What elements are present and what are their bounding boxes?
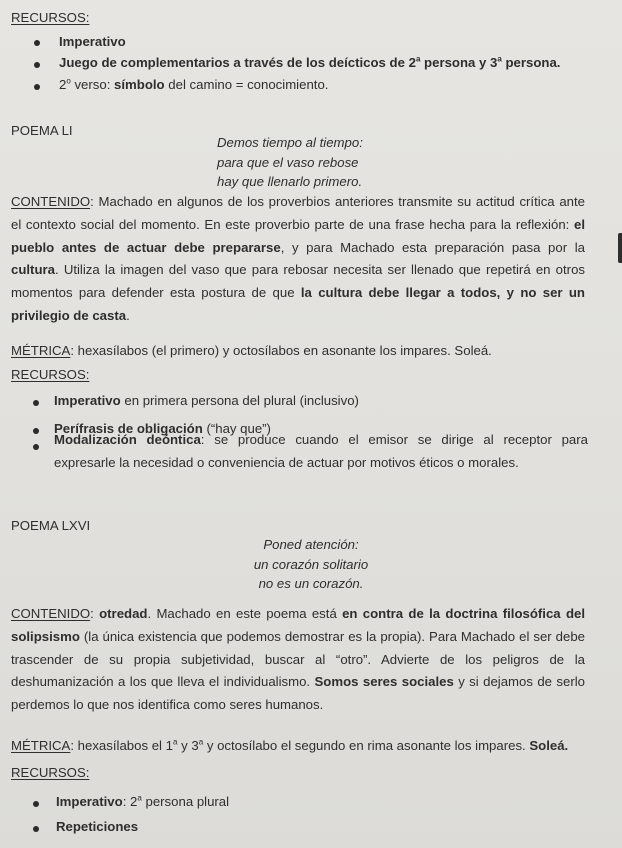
poem-verses (217, 133, 363, 192)
bullet (34, 62, 40, 68)
recursos-heading: RECURSOS: (11, 10, 90, 25)
poem-title: POEMA LI (11, 123, 73, 138)
bullet (33, 428, 39, 434)
bullet (33, 400, 39, 406)
bullet (34, 84, 40, 90)
poem-verse: hay que llenarlo primero. (217, 174, 363, 189)
poem-title: POEMA LXVI (11, 518, 91, 533)
list-item: Imperativo (59, 34, 126, 49)
contenido-paragraph: CONTENIDO: otredad. Machado en este poema está en contra de la doctrina filosófica del solipsismo (la única existencia que podemos demostrar es la propia). Para Machado el ser debe trascender de su propia subjetividad, buscar al “otro”. Advierte de los peligros de la deshumanización a los que lleva el individualismo. Somos seres sociales y si dejamos de serlo perdemos lo que nos identifica como seres humanos. (11, 606, 586, 713)
poem-verse: Poned atención: (263, 537, 359, 552)
list-item: Juego de complementarios a través de los deícticos de 2$^a$ persona y 3$^a$ persona. (59, 54, 561, 70)
list-item: Perífrasis de obligación (“hay que”) (54, 421, 271, 436)
page-edge-tab (618, 233, 622, 263)
metrica-line: MÉTRICA: hexasílabos el 1$^a$ y 3$^a$ y octosílabo el segundo en rima asonante los impares. Soleá. (11, 737, 569, 753)
bullet (34, 40, 40, 46)
list-item: Repeticiones (56, 819, 139, 834)
bullet (33, 801, 39, 807)
poem-verse: Demos tiempo al tiempo: (217, 135, 363, 150)
poem-verses (0, 535, 622, 594)
recursos-heading: RECURSOS: (11, 765, 90, 780)
recursos-heading: RECURSOS: (11, 367, 90, 382)
bullet (33, 826, 39, 832)
list-item: 2$^o$ verso: símbolo del camino = conocimiento. (59, 76, 329, 92)
poem-verse: no es un corazón. (258, 576, 364, 591)
bullet (33, 444, 39, 450)
poem-verse: para que el vaso rebose (217, 154, 359, 170)
list-item: Modalización deóntica: se produce cuando el emisor se dirige al receptor para expresarle la necesidad o conveniencia de actuar por motivos éticos o morales. (54, 432, 588, 470)
poem-verse: un corazón solitario (253, 556, 369, 572)
list-item: Imperativo: 2$^a$ persona plural (56, 793, 230, 809)
list-item: Imperativo en primera persona del plural (inclusivo) (54, 393, 359, 408)
contenido-paragraph: CONTENIDO: Machado en algunos de los proverbios anteriores transmite su actitud crítica ante el contexto social del momento. En este proverbio parte de una frase hecha para la reflexión: el pueblo antes de actuar debe prepararse, y para Machado esta preparación pasa por la cultura. Utiliza la imagen del vaso que para rebosar necesita ser llenado que repetirá en otros momentos para defender esta postura de que la cultura debe llegar a todos, y no ser un privilegio de casta. (11, 194, 586, 323)
metrica-line: MÉTRICA: hexasílabos (el primero) y octosílabos en asonante los impares. Soleá. (11, 343, 492, 358)
